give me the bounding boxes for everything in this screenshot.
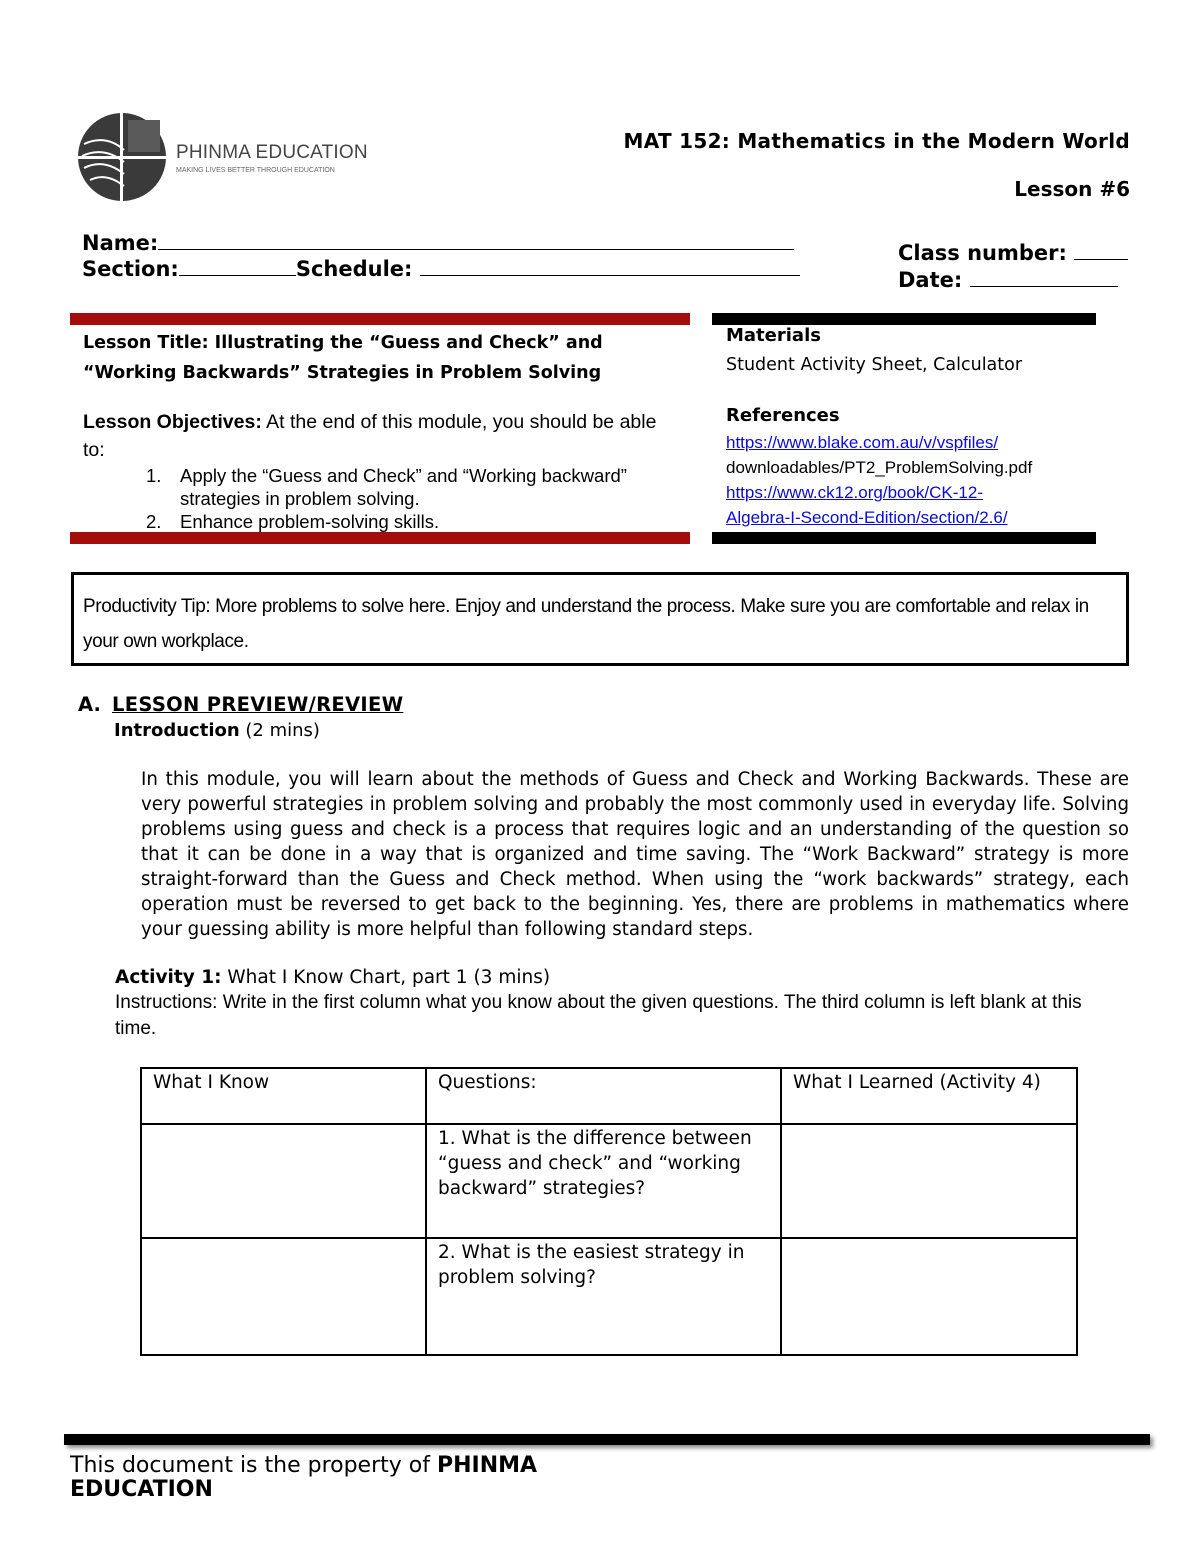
learned-cell[interactable]	[781, 1238, 1077, 1355]
date-field[interactable]	[970, 268, 1118, 287]
intro-heading: Introduction (2 mins)	[114, 720, 320, 741]
what-i-know-chart	[140, 1067, 1078, 1356]
materials-heading: Materials	[726, 325, 821, 346]
question-cell: 2. What is the easiest strategy in problem solving?	[426, 1238, 781, 1355]
student-info	[82, 230, 800, 282]
activity-label: Activity 1:	[115, 967, 222, 988]
list-item: 1. Apply the “Guess and Check” and “Working backward” strategies in problem solving.	[146, 465, 627, 509]
class-number-label: Class number:	[898, 241, 1067, 265]
lesson-number: Lesson #6	[1014, 177, 1130, 201]
productivity-tip: Productivity Tip: More problems to solve here. Enjoy and understand the process. Make sure you are comfortable and relax in your own workplace.	[71, 572, 1129, 666]
section-field[interactable]	[179, 257, 296, 276]
footer-property-text-cont: EDUCATION	[70, 1477, 213, 1502]
course-title: MAT 152: Mathematics in the Modern World	[623, 129, 1130, 153]
activity-instructions: Instructions: Write in the first column what you know about the given questions. The third column is left blank at this time.	[115, 992, 1082, 1039]
date-label: Date:	[898, 268, 963, 292]
name-label: Name:	[82, 231, 159, 255]
table-row	[141, 1124, 1077, 1238]
table-row	[141, 1238, 1077, 1355]
materials-panel	[726, 322, 1096, 530]
learned-cell[interactable]	[781, 1124, 1077, 1238]
question-cell: 1. What is the difference between “guess and check” and “working backward” strategies?	[426, 1124, 781, 1238]
section-heading: A. LESSON PREVIEW/REVIEW	[78, 693, 404, 716]
class-info	[898, 240, 1128, 294]
lesson-top-divider	[70, 313, 690, 325]
schedule-label: Schedule:	[295, 257, 413, 281]
phinma-logo	[76, 112, 376, 204]
lesson-bottom-divider	[70, 532, 690, 544]
activity-title: What I Know Chart, part 1 (3 mins)	[221, 967, 551, 988]
lesson-title: Lesson Title: Illustrating the “Guess and Check” and “Working Backwards” Strategies in Problem Solving	[83, 333, 603, 383]
section-label: Section:	[82, 257, 179, 281]
column-header: What I Know	[141, 1068, 426, 1124]
schedule-field[interactable]	[420, 257, 800, 276]
logo-name: PHINMA EDUCATION	[176, 142, 368, 163]
footer-divider	[64, 1434, 1150, 1445]
class-number-field[interactable]	[1074, 241, 1128, 260]
objectives-list	[83, 464, 673, 533]
column-header: What I Learned (Activity 4)	[781, 1068, 1077, 1124]
lesson-objectives: Lesson Objectives: At the end of this module, you should be able to:	[83, 411, 657, 461]
references-heading: References	[726, 405, 840, 426]
intro-paragraph: In this module, you will learn about the methods of Guess and Check and Working Backwards. These are very powerful strategies in problem solving and probably the most commonly used in everyday life. Solving problems using guess and check is a process that requires logic and an understanding of the question so that it can be done in a way that is organized and time saving. The “Work Backward” strategy is more straight-forward than the Guess and Check method. When using the “work backwards” strategy, each operation must be reversed to get back to the beginning. Yes, there are problems in mathematics where your guessing ability is more helpful than following standard steps.	[141, 769, 1129, 940]
list-item: 2. Enhance problem-solving skills.	[146, 511, 440, 532]
table-header-row	[141, 1068, 1077, 1124]
know-cell[interactable]	[141, 1238, 426, 1355]
reference-1-rest: downloadables/PT2_ProblemSolving.pdf	[726, 458, 1033, 477]
materials-text: Student Activity Sheet, Calculator	[726, 355, 1023, 375]
reference-link-2-cont[interactable]: Algebra-I-Second-Edition/section/2.6/	[726, 508, 1008, 527]
know-cell[interactable]	[141, 1124, 426, 1238]
footer-property-text: This document is the property of PHINMA	[70, 1453, 538, 1478]
materials-bottom-divider	[712, 532, 1096, 544]
logo-tagline: MAKING LIVES BETTER THROUGH EDUCATION	[176, 167, 335, 174]
column-header: Questions:	[426, 1068, 781, 1124]
reference-link-1[interactable]: https://www.blake.com.au/v/vspfiles/	[726, 433, 999, 452]
lesson-info	[83, 328, 673, 533]
activity-1	[115, 966, 1115, 1042]
reference-link-2[interactable]: https://www.ck12.org/book/CK-12-	[726, 483, 984, 502]
name-field[interactable]	[158, 231, 794, 250]
